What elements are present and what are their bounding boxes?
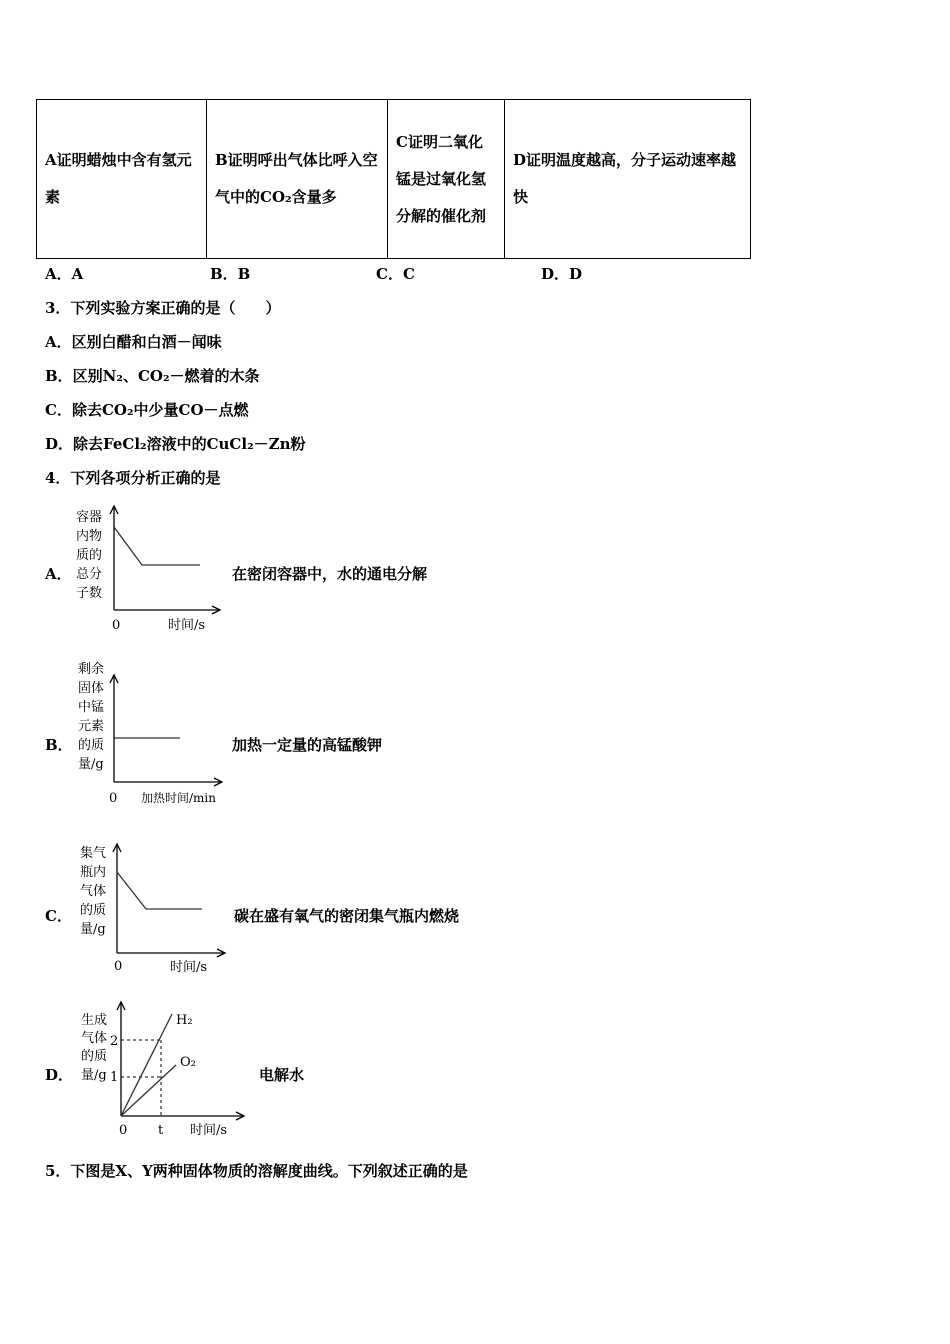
q4-option-d-desc: 电解水 xyxy=(259,1066,305,1084)
q5-stem: 5．下图是X、Y两种固体物质的溶解度曲线。下列叙述正确的是 xyxy=(45,1162,468,1180)
q4-d-ytick-1: 1 xyxy=(110,1070,119,1085)
table-cell-b: B证明呼出气体比呼入空气中的CO₂含量多 xyxy=(207,100,388,259)
q4-c-ylabel-3: 的质 xyxy=(80,903,107,918)
q4-c-ylabel-1: 瓶内 xyxy=(80,865,107,880)
q4-a-ylabel-0: 容器 xyxy=(76,510,103,525)
q3-option-d: D．除去FeCl₂溶液中的CuCl₂－Zn粉 xyxy=(45,435,306,453)
q4-option-a-desc: 在密闭容器中，水的通电分解 xyxy=(232,565,428,583)
q4-option-c-desc: 碳在盛有氧气的密闭集气瓶内燃烧 xyxy=(234,907,460,925)
q4-d-ylabel-3: 量/g xyxy=(81,1068,107,1083)
q4-option-b-label: B． xyxy=(45,736,73,754)
q4-graph-d xyxy=(72,995,257,1145)
q2-option-d: D．D xyxy=(541,265,583,283)
q4-d-ytick-2: 2 xyxy=(110,1034,119,1049)
q2-option-c: C．C xyxy=(376,265,415,283)
q4-d-xtick-t: t xyxy=(158,1123,164,1138)
q3-stem: 3．下列实验方案正确的是（ ） xyxy=(45,299,281,317)
q4-option-d-label: D． xyxy=(45,1066,74,1084)
q3-option-c: C．除去CO₂中少量CO－点燃 xyxy=(45,401,249,419)
q4-c-ylabel-0: 集气 xyxy=(80,846,107,861)
q4-d-origin: 0 xyxy=(119,1123,128,1138)
q4-d-ylabel-2: 的质 xyxy=(81,1049,108,1064)
q4-option-b-desc: 加热一定量的高锰酸钾 xyxy=(232,736,383,754)
q4-c-ylabel-4: 量/g xyxy=(80,922,106,937)
q4-a-ylabel-1: 内物 xyxy=(76,529,103,544)
q4-b-ylabel-5: 量/g xyxy=(78,757,104,772)
q4-b-ylabel-1: 固体 xyxy=(78,681,105,696)
table-cell-d: D证明温度越高，分子运动速率越快 xyxy=(505,100,751,259)
q4-option-a-label: A． xyxy=(45,565,72,583)
q3-option-b: B．区别N₂、CO₂－燃着的木条 xyxy=(45,367,260,385)
q4-a-curve xyxy=(114,527,200,565)
q4-b-xlabel: 加热时间/min xyxy=(141,791,216,805)
q4-c-curve xyxy=(117,872,202,909)
q4-c-ylabel-2: 气体 xyxy=(80,884,107,899)
q3-option-a: A．区别白醋和白酒－闻味 xyxy=(45,333,222,351)
table-cell-a: A证明蜡烛中含有氢元素 xyxy=(37,100,207,259)
q4-d-o2-line xyxy=(121,1065,176,1116)
q4-b-ylabel-4: 的质 xyxy=(78,738,105,753)
q4-a-xlabel: 时间/s xyxy=(168,618,206,633)
q4-option-c-label: C． xyxy=(45,907,72,925)
q4-a-ylabel-4: 子数 xyxy=(76,586,103,601)
q4-d-xlabel: 时间/s xyxy=(190,1123,228,1138)
q4-b-ylabel-3: 元素 xyxy=(78,719,105,734)
q4-d-ylabel-1: 气体 xyxy=(81,1031,108,1046)
q4-d-series-h2: H₂ xyxy=(176,1013,193,1028)
q4-graph-b xyxy=(72,655,232,810)
q4-graph-c xyxy=(72,838,237,978)
q4-a-origin: 0 xyxy=(112,618,121,633)
q2-option-a: A．A xyxy=(45,265,84,283)
q4-d-ylabel-0: 生成 xyxy=(81,1013,108,1028)
q4-stem: 4．下列各项分析正确的是 xyxy=(45,469,221,487)
table-cell-c: C证明二氧化锰是过氧化氢分解的催化剂 xyxy=(388,100,505,259)
q4-b-origin: 0 xyxy=(109,791,118,806)
q4-a-ylabel-2: 质的 xyxy=(76,548,103,563)
q2-option-b: B．B xyxy=(210,265,251,283)
q4-c-origin: 0 xyxy=(114,959,123,974)
q4-graph-a xyxy=(72,500,232,640)
q4-d-h2-line xyxy=(121,1014,172,1116)
experiment-table xyxy=(36,99,751,259)
q4-b-ylabel-0: 剩余 xyxy=(78,662,105,677)
q4-c-xlabel: 时间/s xyxy=(170,960,208,975)
q4-d-series-o2: O₂ xyxy=(180,1055,196,1070)
q4-a-ylabel-3: 总分 xyxy=(76,567,103,582)
q4-b-ylabel-2: 中锰 xyxy=(78,700,105,715)
